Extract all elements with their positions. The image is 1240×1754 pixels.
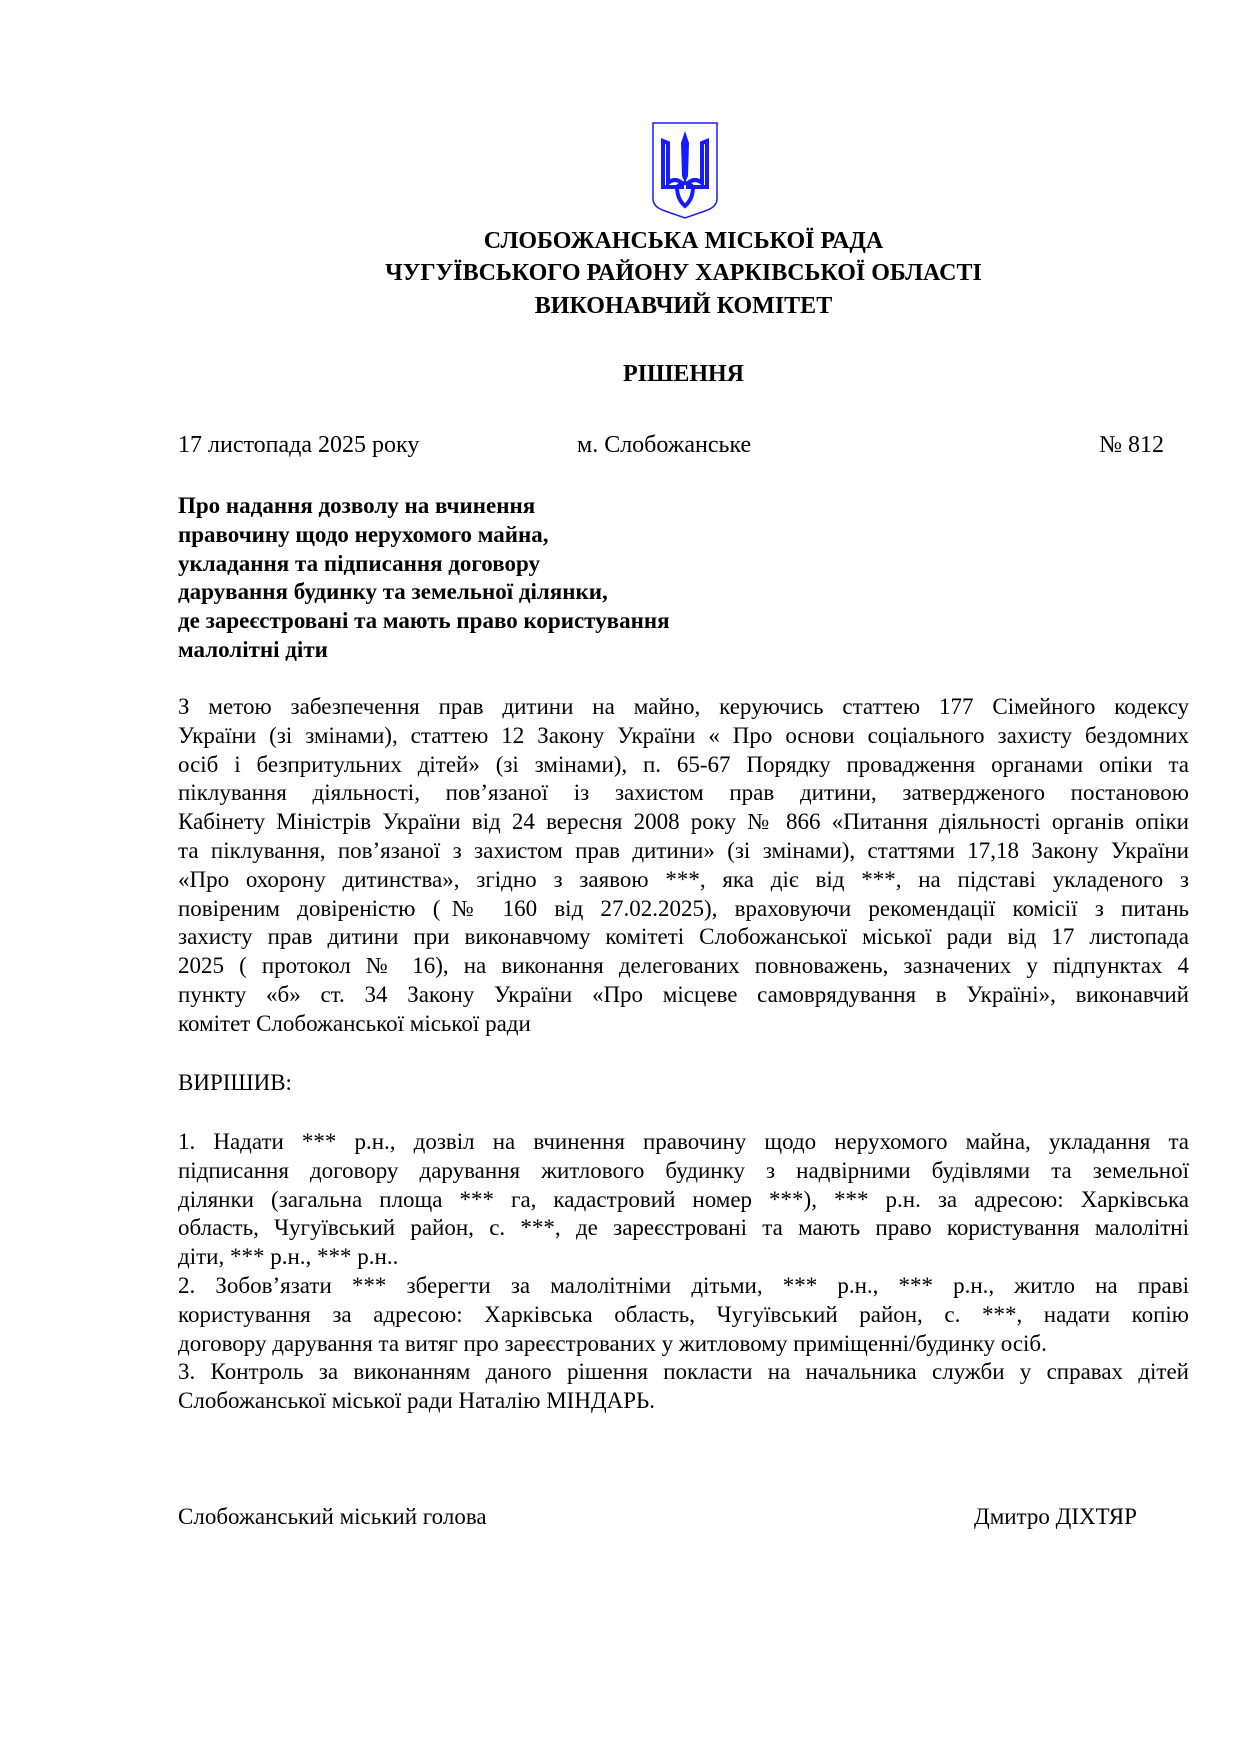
resolution-item [178, 1128, 1189, 1272]
preamble-line: захисту прав дитини при виконавчому комітеті Слобожанської міської ради від 17 листопада [178, 924, 1189, 950]
decision-place: м. Слобожанське [577, 432, 752, 458]
document-type: РІШЕННЯ [622, 361, 745, 387]
resolution-items [178, 1128, 1189, 1416]
decision-title [178, 492, 670, 665]
resolution-item-line: область, Чугуївський район, с. ***, де зареєстровані та мають право користування малолітні [178, 1215, 1189, 1241]
title-line: де зареєстровані та мають право користування [178, 608, 670, 634]
resolution-item-line: договору дарування та витяг про зареєстрованих у житловому приміщенні/будинку осіб. [178, 1330, 1047, 1356]
preamble-line: осіб і безпритульних дітей» (зі змінами), п. 65-67 Порядку провадження органами опіки та [178, 751, 1189, 777]
title-line: малолітні діти [178, 636, 328, 662]
title-line: дарування будинку та земельної ділянки, [178, 579, 608, 605]
preamble-line: пункту «б» ст. 34 Закону України «Про місцеве самоврядування в Україні», виконавчий [178, 981, 1189, 1007]
resolution-item [178, 1358, 1189, 1416]
preamble-line: комітет Слобожанської міської ради [178, 1010, 531, 1036]
preamble-line: З метою забезпечення прав дитини на майно, керуючись статтею 177 Сімейного кодексу [178, 694, 1189, 719]
preamble-line: України (зі змінами), статтею 12 Закону України « Про основи соціального захисту бездомних [178, 722, 1189, 748]
council-name: СЛОБОЖАНСЬКА МІСЬКОЇ РАДА [483, 228, 884, 254]
title-line: правочину щодо нерухомого майна, [178, 521, 549, 547]
resolution-item-line: 3. Контроль за виконанням даного рішення покласти на начальника служби у справах дітей [178, 1359, 1189, 1385]
title-line: укладання та підписання договору [178, 550, 540, 576]
preamble-line: 2025 ( протокол № 16), на виконання делегованих повноважень, зазначених у підпунктах 4 [178, 953, 1189, 979]
resolution-item [178, 1272, 1189, 1358]
resolution-item-line: підписання договору дарування житлового будинку з надвірними будівлями та земельної [178, 1157, 1189, 1183]
decision-date: 17 листопада 2025 року [178, 432, 420, 458]
resolution-item-line: користування за адресою: Харківська область, Чугуївський район, с. ***, надати копію [178, 1301, 1189, 1327]
preamble [178, 693, 1189, 1039]
preamble-line: та піклування, пов’язаної з захистом прав дитини» (зі змінами), статтями 17,18 Закону України [178, 837, 1189, 863]
decision-number: № 812 [1099, 432, 1164, 458]
resolution-item-line: ділянки (загальна площа *** га, кадастровий номер ***), *** р.н. за адресою: Харківська [178, 1186, 1189, 1212]
resolution-item-line: Слобожанської міської ради Наталію МІНДАРЬ. [178, 1388, 655, 1414]
signature-position: Слобожанський міський голова [178, 1504, 487, 1529]
resolution-item-line: діти, *** р.н., *** р.н.. [178, 1244, 399, 1270]
signature-name: Дмитро ДІХТЯР [974, 1504, 1137, 1529]
preamble-line: Кабінету Міністрів України від 24 вересня 2008 року № 866 «Питання діяльності органів опіки [178, 809, 1189, 835]
preamble-line: повіреним довіреністю (№ 160 від 27.02.2025), враховуючи рекомендації комісії з питань [178, 895, 1189, 921]
preamble-line: «Про охорону дитинства», згідно з заявою ***, яка діє від ***, на підставі укладеного з [178, 866, 1189, 892]
coat-of-arms-icon [651, 121, 719, 219]
resolved-label: ВИРІШИВ: [178, 1070, 292, 1095]
committee-name: ВИКОНАВЧИЙ КОМІТЕТ [534, 293, 833, 319]
preamble-line: піклування діяльності, пов’язаної із захистом прав дитини, затвердженого постановою [178, 780, 1189, 806]
district-name: ЧУГУЇВСЬКОГО РАЙОНУ ХАРКІВСЬКОЇ ОБЛАСТІ [385, 260, 982, 286]
title-line: Про надання дозволу на вчинення [178, 493, 536, 518]
resolution-item-line: 2. Зобов’язати *** зберегти за малолітніми дітьми, *** р.н., *** р.н., житло на праві [178, 1272, 1189, 1298]
resolution-item-line: 1. Надати *** р.н., дозвіл на вчинення правочину щодо нерухомого майна, укладання та [178, 1129, 1189, 1154]
